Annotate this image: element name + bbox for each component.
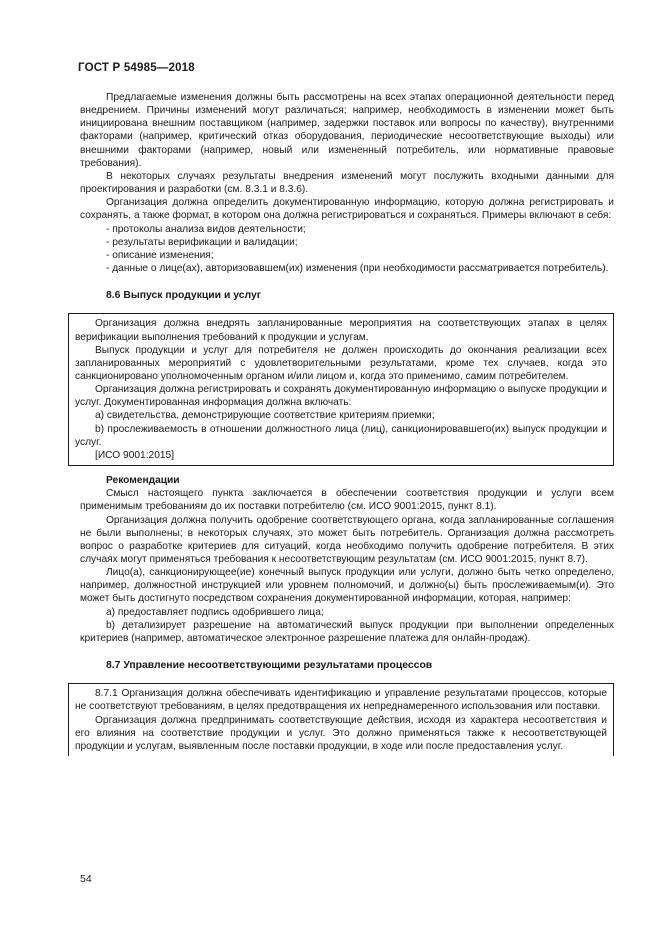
intro-paragraph-2: В некоторых случаях результаты внедрения изменений могут послужить входными данными для проектирования и разработки (см. 8.3.1 и 8.3.6).	[80, 170, 614, 196]
box-paragraph: Организация должна регистрировать и сохранять документированную информацию о выпуске продукции и услуг. Документированная информация должна включать:	[75, 384, 607, 409]
recommendations-paragraph: Лицо(а), санкционирующее(ие) конечный выпуск продукции или услуги, должно быть четко определено, например, должностной инструкцией или уровнем полномочий, и должно(ы) быть прослеживаемым(и). Это может быть достигнуто посредством сохранения документированной информации, которая, например:	[80, 567, 614, 605]
box-paragraph: 8.7.1 Организация должна обеспечивать идентификацию и управление результатами процессов, которые не соответствуют требованиям, в целях предотвращения их непреднамеренного использования или поставки.	[75, 688, 607, 713]
intro-list-item: - данные о лице(ах), авторизовавшем(их) изменения (при необходимости рассматривается потребитель).	[106, 263, 609, 275]
page-number: 54	[80, 873, 92, 885]
section-8-6-title: 8.6 Выпуск продукции и услуг	[106, 290, 262, 302]
document-header: ГОСТ Р 54985—2018	[78, 62, 195, 74]
box-paragraph: Организация должна внедрять запланированные мероприятия на соответствующих этапах в целях верификации выполнения требований к продукции и услугам.	[75, 318, 607, 343]
box-list-item: a) свидетельства, демонстрирующие соответствие критериям приемки;	[95, 410, 435, 422]
box-paragraph: Выпуск продукции и услуг для потребителя не должен происходить до окончания реализации всех запланированных мероприятий с удовлетворительными результатами, кроме тех случаев, когда это санкционировано уполномоченным органом и/или лицом и, когда это применимо, самим потребителем.	[75, 344, 607, 382]
recommendations-title: Рекомендации	[106, 475, 180, 487]
box-list-item: b) прослеживаемость в отношении должностного лица (лиц), санкционировавшего(их) выпуск продукции и услуг.	[75, 423, 607, 448]
recommendations-paragraph: Смысл настоящего пункта заключается в обеспечении соответствия продукции и услуги всем применимым требованиям до их поставки потребителю (см. ИСО 9001:2015, пункт 8.1).	[80, 488, 614, 513]
intro-list-item: - результаты верификации и валидации;	[106, 236, 298, 248]
section-8-7-requirements-box	[68, 683, 614, 756]
intro-list-item: - описание изменения;	[106, 249, 214, 261]
recommendations-paragraph: Организация должна получить одобрение соответствующего органа, когда запланированные соглашения не были выполнены; в некоторых случаях, это может быть потребитель. Организация должна рассмотреть вопрос о разработке критериев для ситуаций, когда необходимо получить одобрение потребителя. В этих случаях могут применяться требования к несоответствующим результатам (см. ИСО 9001:2015, пункт 8.7).	[80, 514, 614, 565]
recommendations-block	[80, 474, 614, 645]
recommendations-list-item: b) детализирует разрешение на автоматический выпуск продукции при выполнении определенных критериев (например, автоматическое электронное разрешение платежа для онлайн-продаж).	[80, 619, 614, 644]
intro-paragraph-1: Предлагаемые изменения должны быть рассмотрены на всех этапах операционной деятельности перед внедрением. Причины изменений могут различаться; например, необходимость в изменении может быть инициирована внешним поставщиком (например, задержки поставок или вопросы по качеству), внутренними факторами (например, критический отказ оборудования, периодические несоответствующие выходы) или внешними факторами (например, новый или измененный потребитель, или нормативные правовые требования).	[80, 92, 614, 169]
box-paragraph: Организация должна предпринимать соответствующие действия, исходя из характера несоответствия и его влияния на соответствие продукции и услуг. Это должно применяться также к несоответствующей продукции и услугам, выявленным после поставки продукции, в ходе или после предоставления услуг.	[75, 714, 607, 752]
intro-list-item: - протоколы анализа видов деятельности;	[106, 223, 306, 235]
standard-reference: [ИСО 9001:2015]	[95, 449, 175, 461]
section-8-7-title: 8.7 Управление несоответствующими результатами процессов	[106, 660, 433, 672]
intro-paragraph-3: Организация должна определить документированную информацию, которую должна регистрировать и сохранять, а также формат, в котором она должна регистрироваться и сохраняться. Примеры включают в себя:	[80, 197, 614, 222]
recommendations-list-item: a) предоставляет подпись одобрившего лица;	[106, 606, 324, 618]
section-8-6-requirements-box	[68, 313, 614, 466]
page-content	[75, 91, 614, 756]
